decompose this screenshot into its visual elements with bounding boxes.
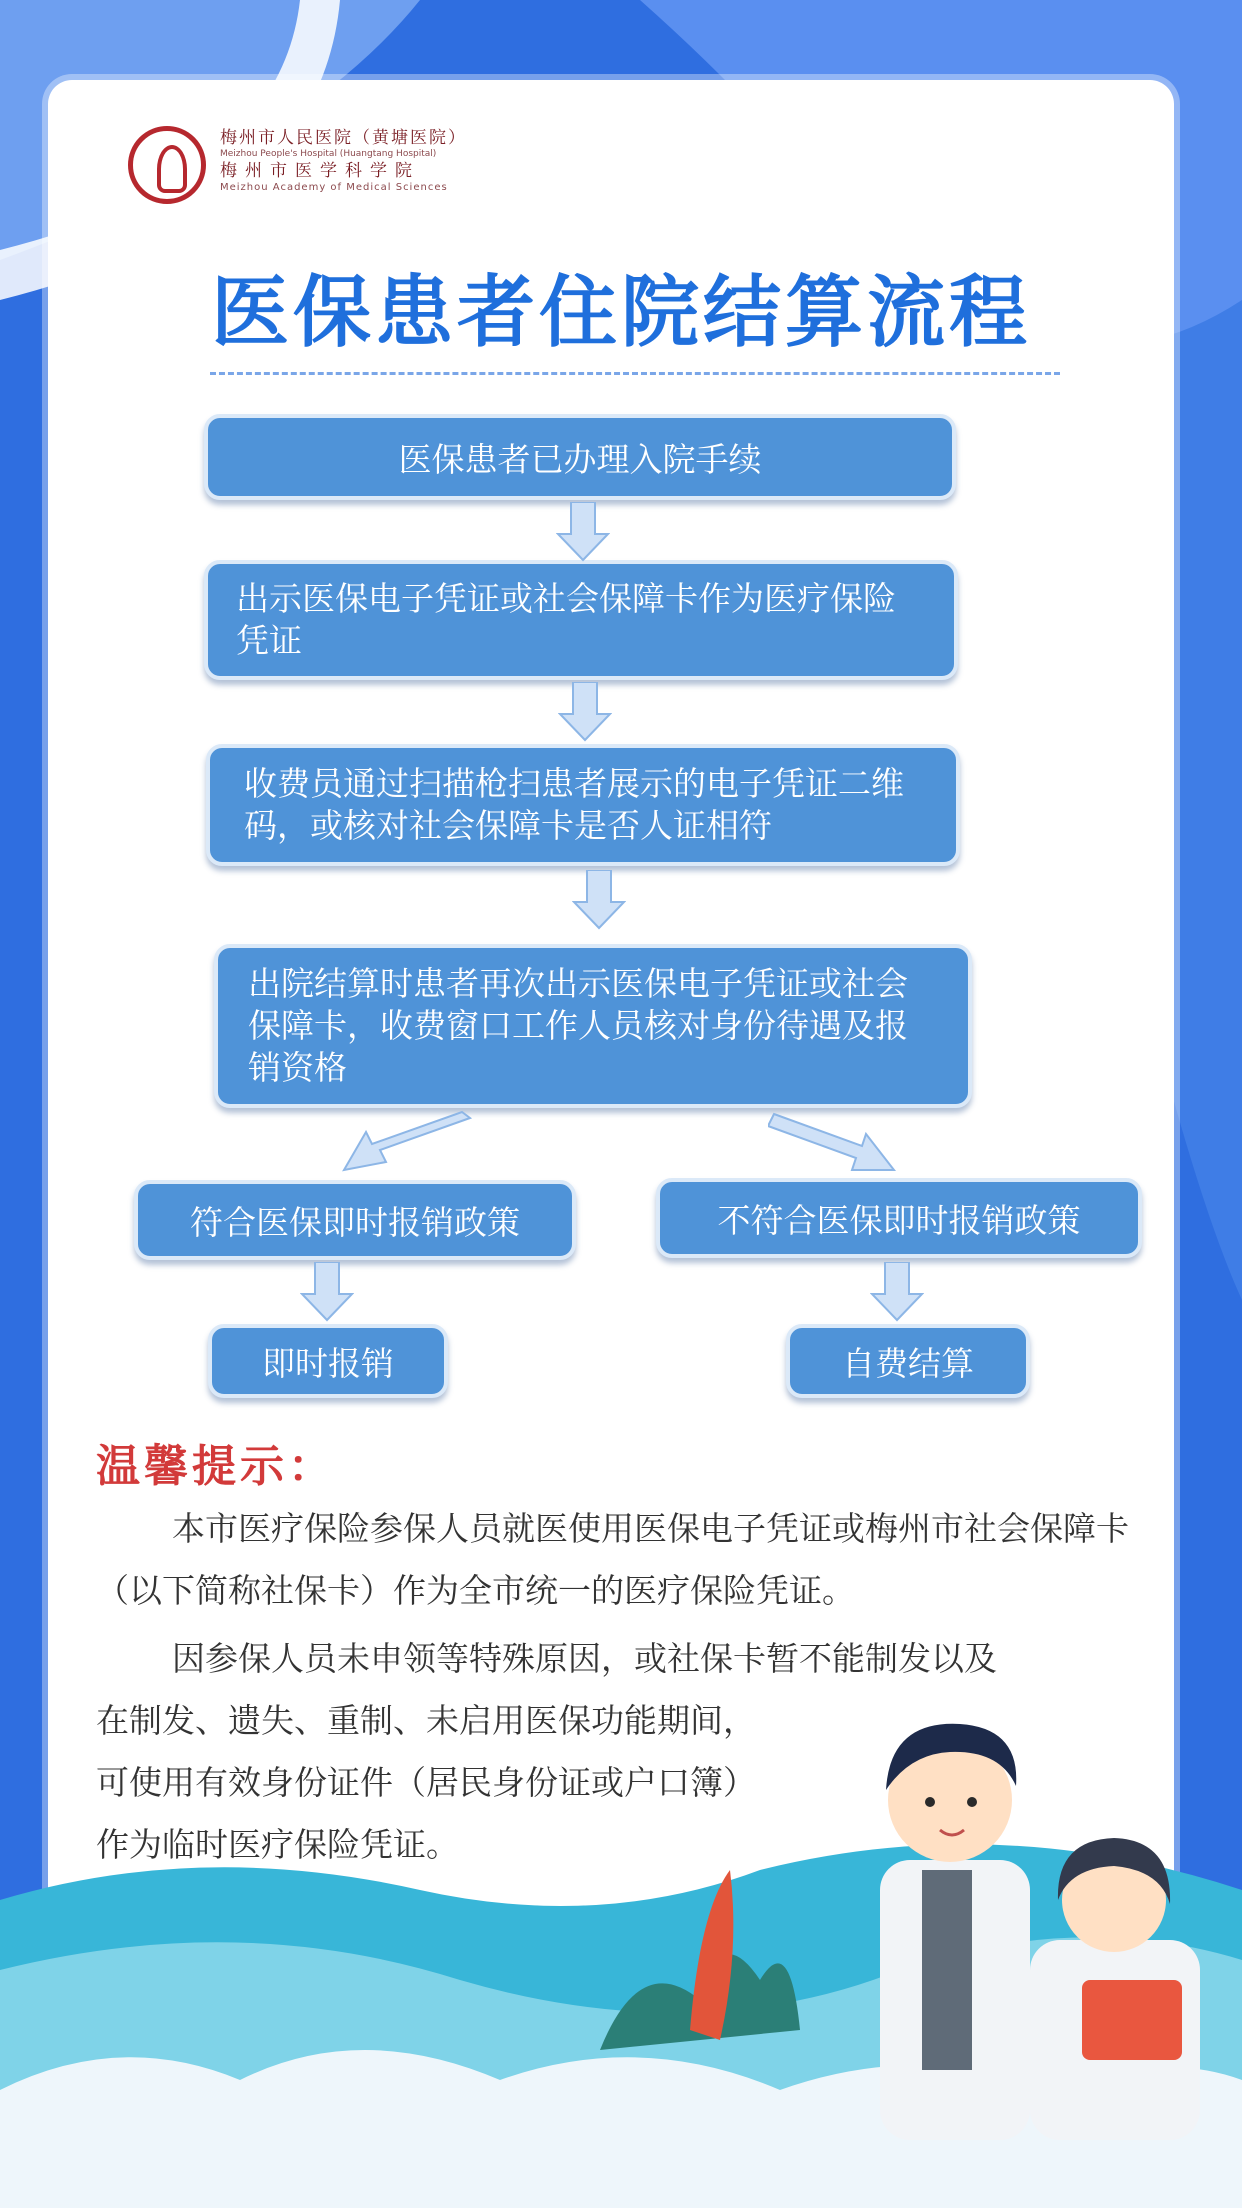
hospital-name-block <box>220 128 467 194</box>
flow-step-2 <box>204 560 958 680</box>
arrow-down-icon <box>572 870 626 930</box>
flow-step-2-text: 出示医保电子凭证或社会保障卡作为医疗保险凭证 <box>236 579 896 660</box>
hospital-logo <box>128 122 488 206</box>
flow-step-4-text: 出院结算时患者再次出示医保电子凭证或社会保障卡，收费窗口工作人员核对身份待遇及报销资格 <box>248 964 908 1087</box>
arrow-down-icon <box>300 1262 354 1322</box>
academy-name-cn: 梅州市医学科学院 <box>220 161 420 181</box>
hospital-name-cn: 梅州市人民医院（黄塘医院） <box>220 128 467 148</box>
result-self-pay-text: 自费结算 <box>842 1343 974 1383</box>
tips-paragraph-1: 本市医疗保险参保人员就医使用医保电子凭证或梅州市社会保障卡（以下简称社保卡）作为全市统一的医疗保险凭证。 <box>96 1509 1129 1610</box>
flow-step-3-text: 收费员通过扫描枪扫患者展示的电子凭证二维码，或核对社会保障卡是否人证相符 <box>244 764 904 845</box>
branch-eligible <box>134 1180 576 1260</box>
flow-step-1-text: 医保患者已办理入院手续 <box>398 439 762 479</box>
title-divider <box>210 372 1060 375</box>
branch-ineligible <box>656 1178 1142 1258</box>
result-self-pay <box>786 1324 1030 1398</box>
result-instant-text: 即时报销 <box>262 1343 394 1383</box>
arrow-down-left-icon <box>340 1108 476 1176</box>
tips-heading: 温馨提示： <box>96 1441 336 1492</box>
hospital-name-en: Meizhou People's Hospital (Huangtang Hospital) <box>220 149 437 159</box>
hospital-emblem-icon <box>128 126 206 204</box>
arrow-down-right-icon <box>768 1108 898 1176</box>
arrow-down-icon <box>556 502 610 562</box>
arrow-down-icon <box>870 1262 924 1322</box>
tips-paragraph-2-line-2: 在制发、遗失、重制、未启用医保功能期间， <box>96 1701 756 1740</box>
branch-ineligible-text: 不符合医保即时报销政策 <box>717 1200 1081 1240</box>
result-instant-reimbursement <box>208 1324 448 1398</box>
academy-name-en: Meizhou Academy of Medical Sciences <box>220 182 448 193</box>
flow-step-4 <box>214 944 972 1108</box>
branch-eligible-text: 符合医保即时报销政策 <box>190 1202 520 1242</box>
arrow-down-icon <box>558 682 612 742</box>
page-title: 医保患者住院结算流程 <box>210 267 1031 358</box>
flow-step-3 <box>206 744 960 866</box>
tips-paragraph-2-line-3: 可使用有效身份证件（居民身份证或户口簿） <box>96 1763 756 1802</box>
doctors-illustration <box>860 1690 1220 2140</box>
tips-paragraph-2-line-4: 作为临时医疗保险凭证。 <box>96 1825 459 1864</box>
tips-paragraph-2-line-1: 因参保人员未申领等特殊原因，或社保卡暂不能制发以及 <box>172 1639 997 1678</box>
flow-step-1 <box>204 414 956 500</box>
